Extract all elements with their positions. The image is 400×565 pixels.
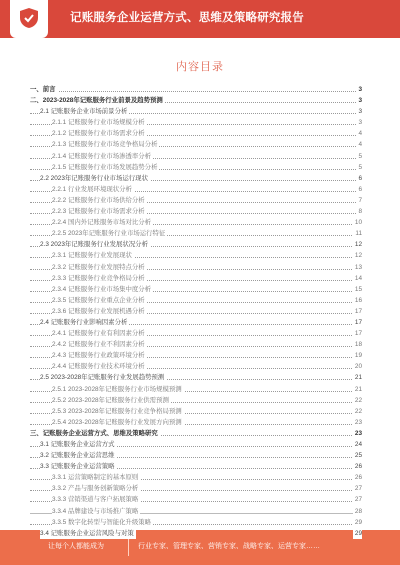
toc-entry-label: 一、前言 — [30, 86, 56, 93]
toc-entry[interactable] — [30, 295, 362, 306]
toc-entry-label: 2.2.3 记账服务行业市场需求分析 — [52, 208, 145, 216]
toc-entry[interactable] — [30, 472, 362, 483]
toc-entry[interactable] — [30, 439, 362, 450]
toc-entry-label: 2.1.1 记账服务行业市场规模分析 — [52, 119, 145, 127]
toc-entry-page: 26 — [354, 474, 362, 482]
dot-leader — [30, 91, 362, 92]
toc-entry-page: 27 — [354, 496, 362, 504]
toc-entry-label: 2.2.4 国内外记账服务市场对比分析 — [52, 219, 152, 227]
toc-entry-page: 22 — [354, 396, 362, 404]
toc-entry[interactable] — [30, 84, 362, 95]
toc-entry-label: 二、2023-2028年记账服务行业前景及趋势预测 — [30, 97, 163, 105]
toc-entry-page: 12 — [354, 252, 362, 260]
toc-entry[interactable] — [30, 217, 362, 228]
toc-entry[interactable] — [30, 517, 362, 528]
footer-slogan: 让每个人都能成为 — [48, 543, 104, 550]
toc-entry[interactable] — [30, 350, 362, 361]
toc-entry[interactable] — [30, 483, 362, 494]
toc-entry-label: 2.1.5 记账服务行业市场发展趋势分析 — [52, 163, 158, 171]
toc-entry-page: 25 — [354, 452, 362, 460]
toc-entry-label: 2.1 记账服务企业市场前景分析 — [40, 108, 128, 116]
toc-entry-page: 29 — [354, 529, 362, 537]
toc-entry-label: 3.3.4 品牌建设与市场推广策略 — [52, 507, 139, 515]
logo-badge — [10, 0, 48, 38]
toc-entry[interactable] — [30, 328, 362, 339]
toc-entry-page: 11 — [355, 230, 362, 238]
toc-entry-page: 3 — [358, 119, 362, 127]
toc-entry-page: 26 — [354, 463, 362, 471]
toc-entry-page: 5 — [358, 163, 362, 171]
report-title: 记账服务企业运营方式、思维及策略研究报告 — [70, 12, 304, 24]
toc-entry-label: 2.2.1 行业发展环境现状分析 — [52, 185, 132, 193]
toc-entry[interactable] — [30, 162, 362, 173]
toc-entry[interactable] — [30, 284, 362, 295]
shield-logo-icon — [18, 7, 40, 29]
toc-entry-label: 2.1.2 记账服务行业市场需求分析 — [52, 130, 145, 138]
toc-entry-label: 2.5.4 2023-2028年记账服务行业发展方向预测 — [52, 418, 182, 426]
toc-entry[interactable] — [30, 239, 362, 250]
toc-entry-page: 27 — [354, 485, 362, 493]
toc-entry-page: 10 — [354, 219, 362, 227]
toc-entry[interactable] — [30, 262, 362, 273]
toc-entry[interactable] — [30, 117, 362, 128]
toc-entry-label: 2.2.5 2023年记账服务行业市场运行特征 — [52, 230, 166, 238]
toc-entry[interactable] — [30, 195, 362, 206]
toc-entry-page: 18 — [354, 341, 362, 349]
toc-entry-page: 23 — [354, 418, 362, 426]
toc-entry[interactable] — [30, 250, 362, 261]
toc-entry-label: 2.5.1 2023-2028年记账服务行业市场规模预测 — [52, 385, 182, 393]
toc-entry-label: 2.1.3 记账服务行业市场竞争格局分析 — [52, 141, 158, 149]
toc-entry-page: 15 — [354, 285, 362, 293]
toc-entry-page: 23 — [354, 429, 362, 437]
toc-entry[interactable] — [30, 372, 362, 383]
toc-entry-page: 3 — [358, 97, 362, 105]
toc-entry-page: 4 — [358, 130, 362, 138]
toc-entry-label: 2.4.1 记账服务行业有利因素分析 — [52, 330, 145, 338]
toc-entry[interactable] — [30, 417, 362, 428]
toc-entry-page: 4 — [358, 141, 362, 149]
toc-entry-label: 3.3.2 产品与服务创新策略分析 — [52, 485, 139, 493]
toc-entry[interactable] — [30, 173, 362, 184]
toc-entry-page: 16 — [354, 296, 362, 304]
table-of-contents — [30, 84, 362, 539]
toc-entry-label: 3.3.1 运营策略制定的基本原则 — [52, 474, 139, 482]
header-bar — [0, 0, 400, 38]
toc-entry-label: 2.5 2023-2028年记账服务行业发展趋势预测 — [40, 374, 165, 382]
toc-entry[interactable] — [30, 306, 362, 317]
toc-entry[interactable] — [30, 406, 362, 417]
toc-entry[interactable] — [30, 317, 362, 328]
toc-entry-label: 3.1 记账服务企业运营方式 — [40, 441, 115, 448]
toc-entry-label: 2.4.2 记账服务行业不利因素分析 — [52, 341, 145, 349]
toc-heading: 内容目录 — [176, 61, 224, 73]
toc-entry-label: 3.2 记账服务企业运营思维 — [40, 452, 115, 460]
toc-entry-page: 3 — [358, 108, 362, 116]
toc-entry-label: 2.4 记账服务行业影响因素分析 — [40, 318, 128, 326]
toc-entry-page: 29 — [354, 518, 362, 526]
toc-entry-label: 2.3 2023年记账服务行业发展状况分析 — [40, 241, 148, 249]
toc-entry-label: 2.4.3 记账服务行业政策环境分析 — [52, 352, 145, 360]
toc-entry[interactable] — [30, 494, 362, 505]
toc-entry-page: 7 — [358, 196, 362, 204]
toc-entry-label: 3.4 记账服务企业运营风险与对策 — [40, 529, 134, 537]
toc-entry[interactable] — [30, 450, 362, 461]
toc-entry-page: 21 — [354, 385, 362, 393]
toc-entry-label: 2.3.3 记账服务行业竞争格局分析 — [52, 274, 145, 282]
toc-entry-label: 2.1.4 记账服务行业市场渗透率分析 — [52, 152, 152, 160]
footer-expertise-list: 行业专家、管理专家、营销专家、战略专家、运营专家…… — [138, 543, 320, 550]
toc-entry-page: 5 — [358, 152, 362, 160]
toc-entry[interactable] — [30, 139, 362, 150]
toc-entry[interactable] — [30, 395, 362, 406]
toc-entry-page: 6 — [358, 185, 362, 193]
toc-entry-page: 17 — [354, 318, 362, 326]
toc-entry-page: 21 — [354, 374, 362, 382]
toc-entry-page: 6 — [358, 174, 362, 182]
toc-entry[interactable] — [30, 228, 362, 239]
toc-entry[interactable] — [30, 184, 362, 195]
toc-entry[interactable] — [30, 206, 362, 217]
toc-entry-page: 17 — [354, 307, 362, 315]
toc-entry[interactable] — [30, 361, 362, 372]
toc-entry-label: 2.2.2 记账服务行业市场供给分析 — [52, 196, 145, 204]
toc-entry-label: 3.3.5 数字化转型与智能化升级策略 — [52, 518, 152, 526]
toc-entry-page: 24 — [354, 441, 362, 448]
toc-entry-label: 3.3 记账服务企业运营策略 — [40, 463, 115, 471]
footer-divider — [128, 539, 129, 556]
toc-entry-page: 22 — [354, 407, 362, 415]
toc-entry[interactable] — [30, 506, 362, 517]
toc-entry-label: 3.3.3 营销渠道与客户拓展策略 — [52, 496, 139, 504]
toc-entry-page: 3 — [358, 86, 362, 93]
toc-entry-label: 三、记账服务企业运营方式、思维及策略研究 — [30, 429, 158, 437]
toc-entry[interactable] — [30, 95, 362, 106]
toc-entry[interactable] — [30, 428, 362, 439]
toc-entry-page: 14 — [354, 274, 362, 282]
toc-entry[interactable] — [30, 151, 362, 162]
toc-entry-label: 2.3.6 记账服务行业发展机遇分析 — [52, 307, 145, 315]
toc-entry-label: 2.3.5 记账服务行业重点企业分析 — [52, 296, 145, 304]
toc-entry-label: 2.5.2 2023-2028年记账服务行业供需预测 — [52, 396, 169, 404]
toc-entry-page: 12 — [354, 241, 362, 249]
toc-entry-label: 2.4.4 记账服务行业技术环境分析 — [52, 363, 145, 371]
toc-entry-page: 8 — [358, 208, 362, 216]
toc-entry[interactable] — [30, 384, 362, 395]
toc-entry[interactable] — [30, 339, 362, 350]
toc-entry-label: 2.2 2023年记账服务行业市场运行现状 — [40, 174, 148, 182]
toc-entry-page: 20 — [354, 363, 362, 371]
toc-entry[interactable] — [30, 461, 362, 472]
toc-entry[interactable] — [30, 128, 362, 139]
toc-entry-page: 17 — [354, 330, 362, 338]
toc-entry[interactable] — [30, 106, 362, 117]
toc-entry-label: 2.3.1 记账服务行业发展现状 — [52, 252, 132, 260]
toc-entry-label: 2.3.4 记账服务行业市场集中度分析 — [52, 285, 152, 293]
toc-entry-page: 13 — [354, 263, 362, 271]
toc-entry-label: 2.5.3 2023-2028年记账服务行业竞争格局预测 — [52, 407, 182, 415]
toc-entry-label: 2.3.2 记账服务行业发展特点分析 — [52, 263, 145, 271]
toc-entry-page: 28 — [354, 507, 362, 515]
toc-entry[interactable] — [30, 273, 362, 284]
toc-entry-page: 19 — [354, 352, 362, 360]
